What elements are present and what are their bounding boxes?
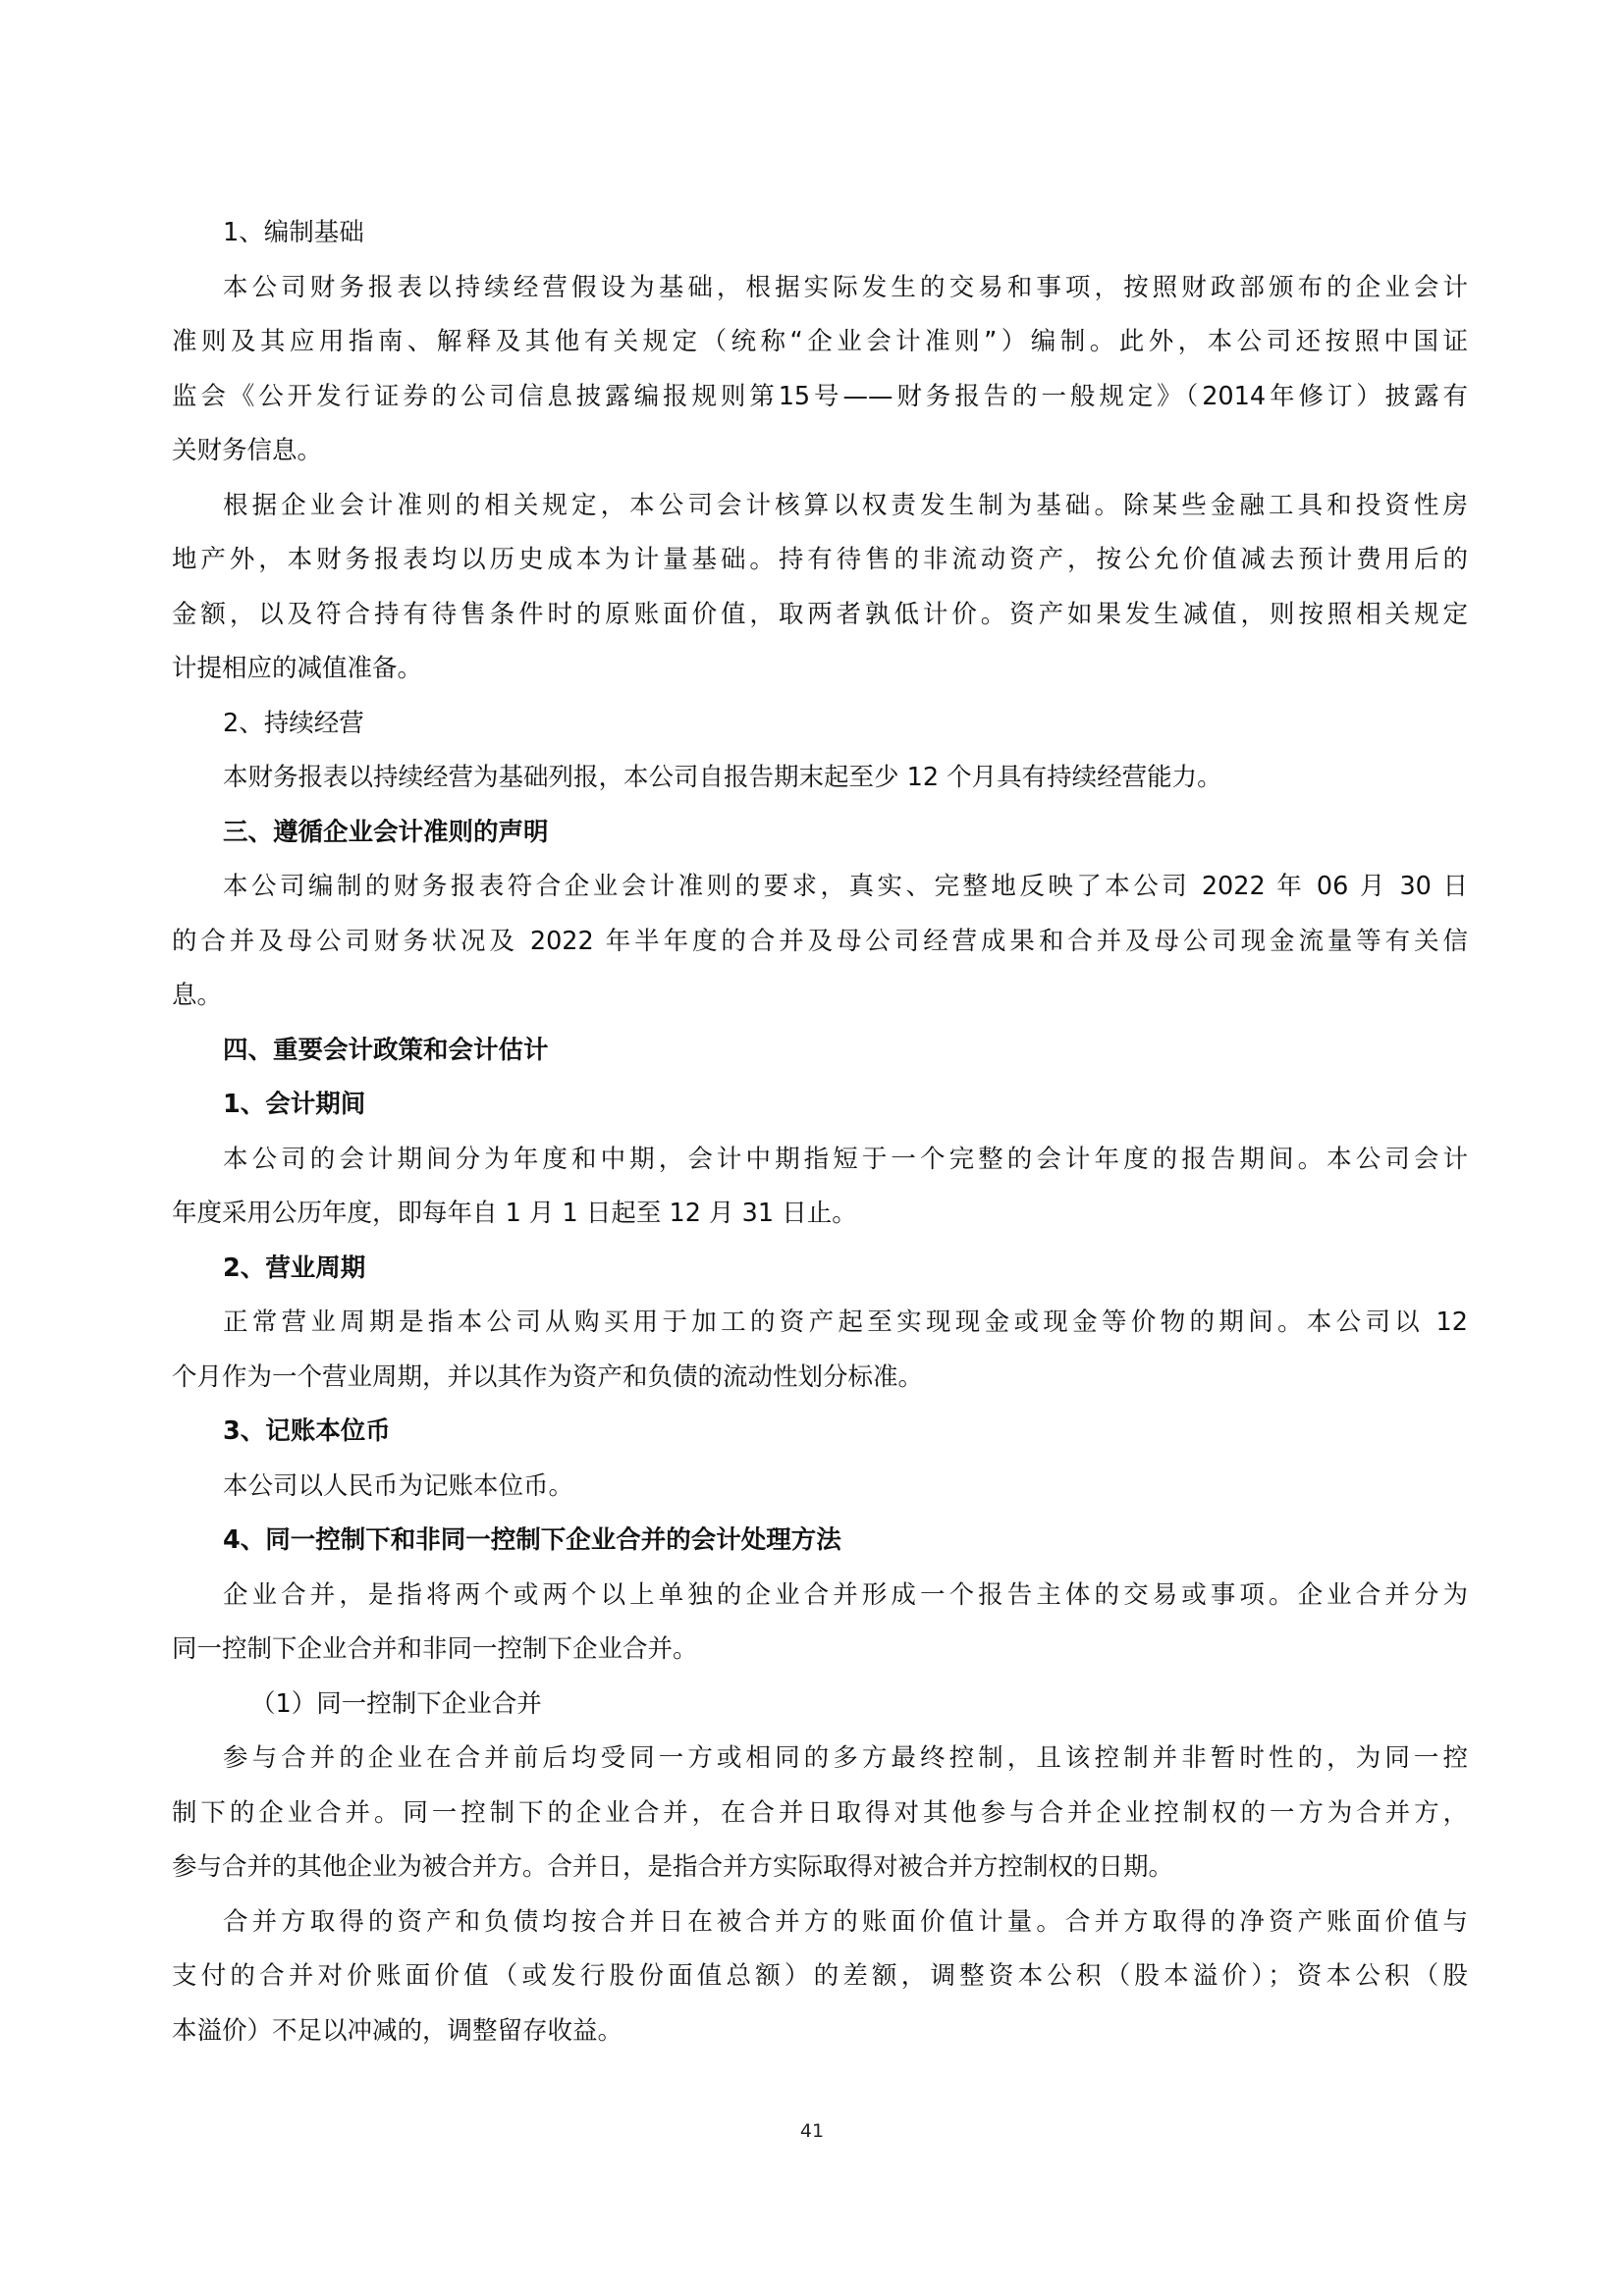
section-heading-bold: 2、营业周期: [223, 1253, 366, 1283]
section-heading-bold: 4、同一控制下和非同一控制下企业合并的会计处理方法: [223, 1525, 841, 1555]
paragraph-line: 合并方取得的资产和负债均按合并日在被合并方的账面价值计量。合并方取得的净资产账面价值与: [223, 1906, 1468, 1937]
paragraph-line: 关财务信息。: [172, 436, 323, 465]
paragraph-line: 年度采用公历年度，即每年自 1 月 1 日起至 12 月 31 日止。: [172, 1199, 857, 1228]
paragraph-line: 根据企业会计准则的相关规定，本公司会计核算以权责发生制为基础。除某些金融工具和投资性房: [223, 490, 1468, 520]
paragraph-line: 的合并及母公司财务状况及 2022 年半年度的合并及母公司经营成果和合并及母公司现金流量等有关信: [172, 926, 1468, 956]
paragraph: [172, 1133, 1468, 1242]
paragraph-line: 参与合并的其他企业为被合并方。合并日，是指合并方实际取得对被合并方控制权的日期。: [172, 1852, 1174, 1882]
section-heading-bold: 四、重要会计政策和会计估计: [223, 1035, 549, 1065]
paragraph-line: 准则及其应用指南、解释及其他有关规定（统称“企业会计准则”）编制。此外，本公司还按照中国证: [172, 327, 1468, 356]
paragraph-line: 金额，以及符合持有待售条件时的原账面价值，取两者孰低计价。资产如果发生减值，则按照相关规定: [172, 599, 1468, 629]
paragraph: [172, 1460, 1468, 1515]
section-heading-bold: 三、遵循企业会计准则的声明: [223, 817, 549, 847]
section-heading: 1、编制基础: [223, 218, 364, 247]
paragraph: [172, 860, 1468, 1024]
paragraph-line: 支付的合并对价账面价值（或发行股份面值总额）的差额，调整资本公积（股本溢价）；资本公积（股: [172, 1961, 1468, 1991]
paragraph: [172, 1296, 1468, 1405]
paragraph-line: 企业合并，是指将两个或两个以上单独的企业合并形成一个报告主体的交易或事项。企业合并分为: [223, 1579, 1468, 1610]
section-heading-bold: 3、记账本位币: [223, 1416, 391, 1446]
paragraph-line: 本公司财务报表以持续经营假设为基础，根据实际发生的交易和事项，按照财政部颁布的企业会计: [223, 272, 1468, 302]
page-number: 41: [799, 2120, 825, 2142]
paragraph-line: 本公司的会计期间分为年度和中期，会计中期指短于一个完整的会计年度的报告期间。本公司会计: [223, 1144, 1468, 1174]
paragraph-line: 监会《公开发行证券的公司信息披露编报规则第15号——财务报告的一般规定》（2014年修订）披露有: [172, 381, 1468, 411]
paragraph: [172, 1732, 1468, 1896]
paragraph-line: 正常营业周期是指本公司从购买用于加工的资产起至实现现金或现金等价物的期间。本公司以 12: [223, 1308, 1468, 1337]
paragraph-line: 本公司以人民币为记账本位币。: [223, 1470, 574, 1501]
paragraph-line: 参与合并的企业在合并前后均受同一方或相同的多方最终控制，且该控制并非暂时性的，为同一控: [223, 1743, 1468, 1773]
paragraph: [172, 1896, 1468, 2059]
paragraph-line: 息。: [172, 981, 223, 1010]
paragraph-line: 本溢价）不足以冲减的，调整留存收益。: [172, 2015, 623, 2046]
sub-heading: （1）同一控制下企业合并: [250, 1688, 542, 1719]
section-heading-bold: 1、会计期间: [223, 1090, 366, 1119]
section-heading: 2、持续经营: [223, 708, 364, 738]
paragraph: [172, 751, 1468, 806]
paragraph: [172, 479, 1468, 697]
paragraph: [172, 1569, 1468, 1678]
paragraph-line: 个月作为一个营业周期，并以其作为资产和负债的流动性划分标准。: [172, 1362, 924, 1392]
paragraph-line: 本公司编制的财务报表符合企业会计准则的要求，真实、完整地反映了本公司 2022 年 06 月 30 日: [223, 872, 1468, 901]
paragraph-line: 本财务报表以持续经营为基础列报，本公司自报告期末起至少 12 个月具有持续经营能力。: [223, 763, 1222, 792]
paragraph-line: 地产外，本财务报表均以历史成本为计量基础。持有待售的非流动资产，按公允价值减去预计费用后的: [172, 545, 1468, 574]
paragraph-line: 同一控制下企业合并和非同一控制下企业合并。: [172, 1634, 698, 1664]
paragraph-line: 制下的企业合并。同一控制下的企业合并，在合并日取得对其他参与合并企业控制权的一方为合并方，: [172, 1797, 1468, 1828]
paragraph: [172, 261, 1468, 479]
document-body: [172, 206, 1468, 2058]
paragraph-line: 计提相应的减值准备。: [172, 654, 423, 683]
